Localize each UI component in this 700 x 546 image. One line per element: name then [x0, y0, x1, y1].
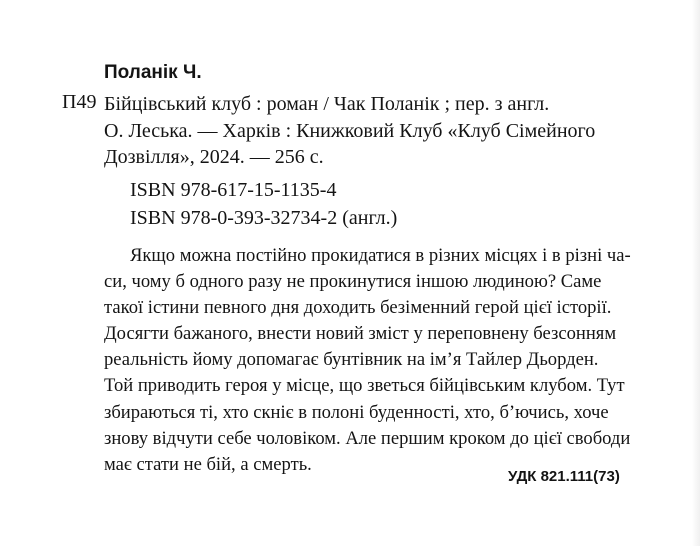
bibliographic-line: О. Леська. — Харків : Книжковий Клуб «Клуб Сімейного: [104, 119, 596, 142]
annotation-line: знову відчути себе чоловіком. Але першим кроком до цієї свободи: [104, 427, 631, 449]
annotation-line: Досягти бажаного, внести новий зміст у переповнену безсонням: [104, 323, 617, 345]
page-edge-shadow: [692, 0, 700, 546]
annotation-line: Той приводить героя у місце, що зветься бійцівським клубом. Тут: [104, 375, 625, 397]
annotation-paragraph: [104, 243, 664, 478]
isbn-line: ISBN 978-0-393-32734-2 (англ.): [130, 207, 398, 229]
bibliographic-line: Бійцівський клуб : роман / Чак Поланік ; пер. з англ.: [104, 93, 550, 115]
isbn-block: [130, 176, 397, 232]
author-heading: Поланік Ч.: [104, 62, 202, 83]
annotation-line: си, чому б одного разу не прокинутися іншою людиною? Саме: [104, 271, 602, 293]
isbn-line: ISBN 978-617-15-1135-4: [130, 179, 337, 201]
annotation-line: має стати не бій, а смерть.: [104, 453, 312, 475]
annotation-line: реальність йому допомагає бунтівник на ім’я Тайлер Дьорден.: [104, 349, 599, 371]
annotation-line: такої істини певного дня доходить безіменний герой цієї історії.: [104, 297, 612, 319]
annotation-line: Якщо можна постійно прокидатися в різних місцях і в різні ча-: [130, 245, 631, 266]
bibliographic-line: Дозвілля», 2024. — 256 с.: [104, 146, 324, 168]
classification-code: П49: [62, 91, 97, 113]
annotation-line: збираються ті, хто скніє в полоні буденності, хто, б’ючись, хоче: [104, 401, 609, 423]
udc-code: УДК 821.111(73): [508, 468, 620, 485]
bibliographic-description: [104, 91, 664, 171]
